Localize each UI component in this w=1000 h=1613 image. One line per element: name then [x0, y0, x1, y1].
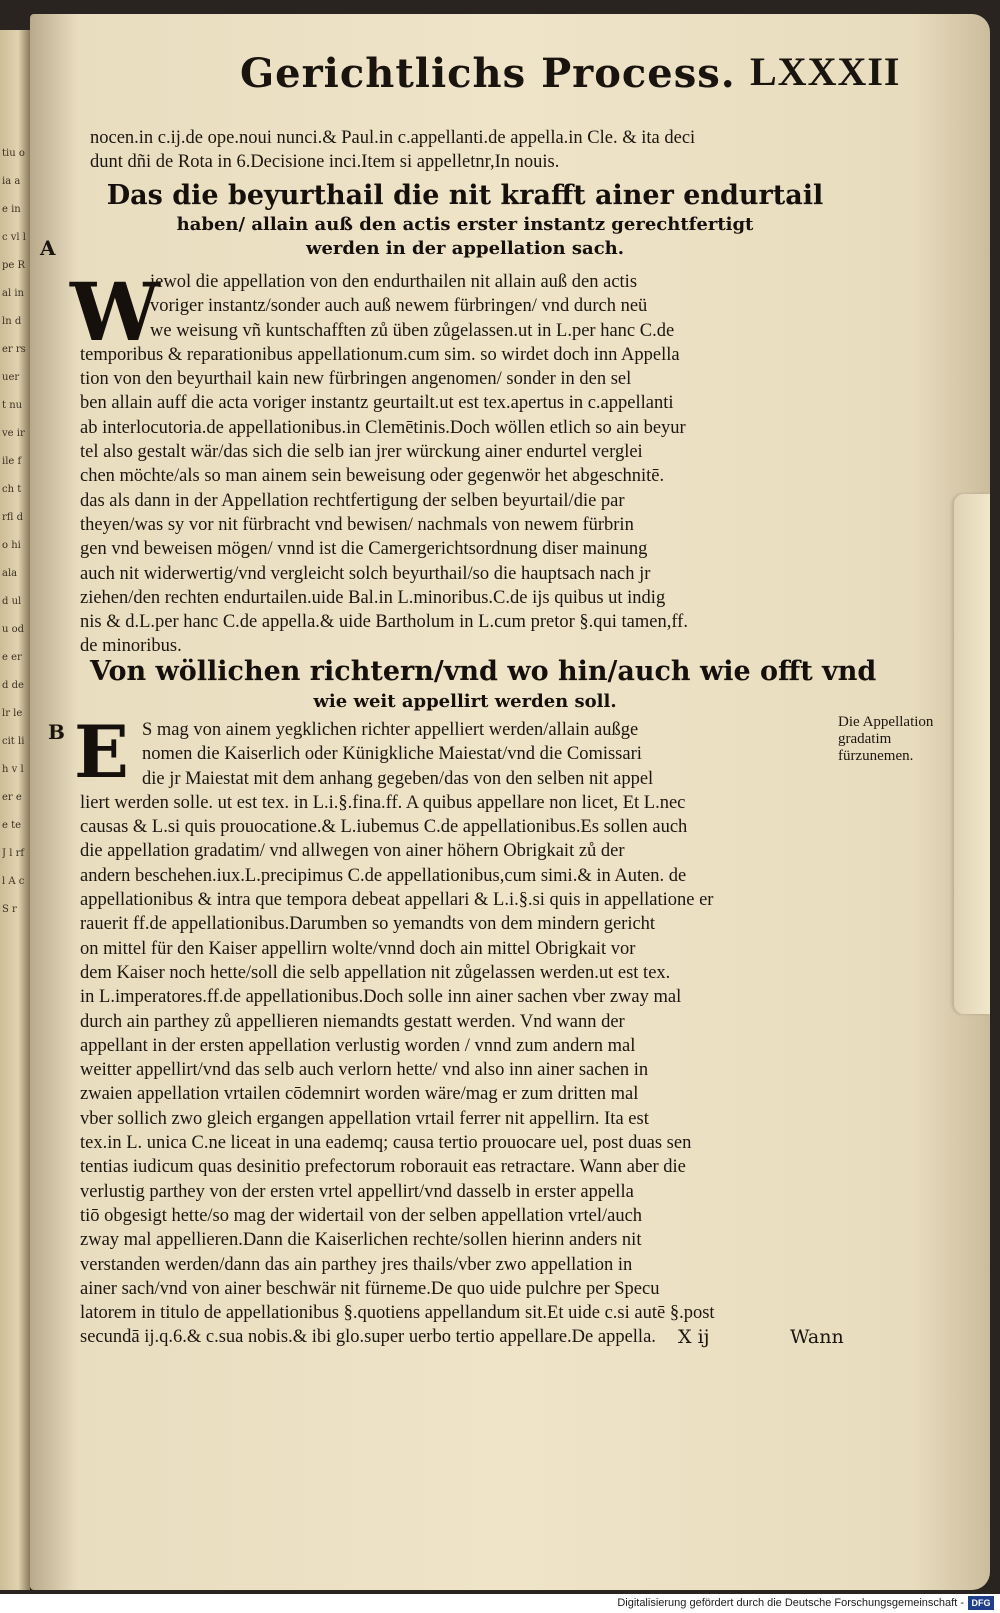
text-line: nocen.in c.ij.de ope.noui nunci.& Paul.in c.appellanti.de appella.in Cle. & ita deci: [90, 128, 696, 148]
text-line: die jr Maiestat mit dem anhang gegeben/das von den selben nit appel: [142, 768, 654, 789]
text-line: ab interlocutoria.de appellationibus.in Clemētinis.Doch wöllen etlich so ain beyur: [80, 417, 686, 438]
text-line: tex.in L. unica C.ne liceat in una eademq; causa tertio prouocare uel, post duas sen: [80, 1133, 692, 1154]
text-line: tentias iudicum quas desinitio prefectorum roborauit eas retractare. Wann aber die: [80, 1157, 686, 1178]
text-line: rauerit ff.de appellationibus.Darumben so yemandts von dem mindern gericht: [80, 914, 656, 935]
text-line: de minoribus.: [80, 636, 182, 657]
text-line: ben allain auff die acta voriger instantz geurtailt.ut est tex.apertus in c.appellanti: [80, 393, 674, 414]
text-line: on mittel für den Kaiser appellirn wolte/vnnd doch ain mittel Obrigkait vor: [80, 938, 636, 959]
catchword: Wann: [790, 1326, 844, 1348]
text-line: andern beschehen.iux.L.precipimus C.de appellationibus,cum simi.& in Auten. de: [80, 865, 687, 886]
text-line: causas & L.si quis prouocatione.& L.iubemus C.de appellationibus.Es sollen auch: [80, 817, 688, 838]
text-line: die appellation gradatim/ vnd allwegen von ainer höhern Obrigkait zů der: [80, 841, 625, 862]
left-page-edge: [0, 30, 30, 1590]
text-line: nis & d.L.per hanc C.de appella.& uide Bartholum in L.cum pretor §.qui tamen,ff.: [80, 612, 688, 633]
book-page: [30, 14, 990, 1590]
text-line: weitter appellirt/vnd das selb auch verlorn hette/ vnd also inn ainer sachen in: [80, 1060, 649, 1081]
top-continuation: [90, 126, 850, 175]
section-a-body: [80, 270, 840, 659]
section-a-heading: [90, 179, 840, 261]
page-fold: [954, 494, 990, 1014]
text-line: chen möchte/als so man ainem sein beweisung oder gegenwör het abgeschnitē.: [80, 466, 665, 487]
heading-line: haben/ allain auß den actis erster instantz gerechtfertigt: [176, 214, 754, 235]
text-line: auch nit widerwertig/vnd vergleicht solch beyurthail/so die hauptsach nach jr: [80, 563, 651, 584]
text-line: we weisung vñ kuntschafften zů üben zůgelassen.ut in L.per hanc C.de: [150, 320, 675, 341]
section-b-heading: [90, 654, 877, 714]
text-line: verlustig parthey von der ersten vrtel appellirt/vnd dasselb in erster appella: [80, 1181, 634, 1202]
text-line: iewol die appellation von den endurthailen nit allain auß den actis: [150, 272, 638, 292]
text-line: zwaien appellation vrtailen cōdemnirt worden wäre/mag er zum dritten mal: [80, 1084, 639, 1105]
text-line: dunt dñi de Rota in 6.Decisione inci.Item si appelletnr,In nouis.: [90, 152, 560, 173]
text-line: dem Kaiser noch hette/soll die selb appellation nit zůgelassen werden.ut est tex.: [80, 962, 671, 983]
dfg-logo: DFG: [968, 1596, 994, 1610]
section-b-body: [80, 718, 830, 1350]
text-line: vber sollich zwo gleich ergangen appellation vrtail ferrer nit appellirn. Ita est: [80, 1108, 649, 1129]
heading-line: wie weit appellirt werden soll.: [313, 691, 617, 712]
folio-number: LXXXII: [750, 49, 901, 94]
text-line: ziehen/den rechten endurtailen.uide Bal.in L.minoribus.C.de ijs quibus ut indig: [80, 587, 666, 608]
section-marker-b: B: [48, 720, 65, 744]
text-line: gen vnd beweisen mögen/ vnnd ist die Camergerichtsordnung diser mainung: [80, 539, 648, 560]
text-line: in L.imperatores.ff.de appellationibus.Doch solle inn ainer sachen vber zway mal: [80, 987, 682, 1008]
text-line: zway mal appellieren.Dann die Kaiserlichen rechte/sollen hierinn anders nit: [80, 1230, 642, 1251]
text-line: ainer sach/vnd von ainer beschwär nit fürneme.De quo uide pulchre per Specu: [80, 1278, 660, 1299]
text-line: latorem in titulo de appellationibus §.quotiens appellandum sit.Et uide c.si autē §.post: [80, 1303, 715, 1324]
text-line: theyen/was sy vor nit fürbracht vnd bewisen/ nachmals von newem fürbrin: [80, 514, 634, 535]
text-line: durch ain parthey zů appellieren niemandts gestatt werden. Vnd wann der: [80, 1011, 625, 1032]
text-line: S mag von ainem yegklichen richter appelliert werden/allain außge: [142, 720, 639, 740]
heading-line: Das die beyurthail die nit krafft ainer endurtail: [106, 180, 824, 211]
left-page-edge-text: tiu oia ae inc vl lpe Ral in ln der rs uer t nu ve ir ile f ch t rfl do hi ala d ul u ode er d de lr le cit li h v ler e e te J l rfl A cS r: [2, 148, 26, 915]
text-line: liert werden solle. ut est tex. in L.i.§.fina.ff. A quibus appellare non licet, Et L.nec: [80, 792, 686, 813]
text-line: tion von den beyurthail kain new fürbringen angenomen/ sonder in den sel: [80, 369, 632, 390]
heading-line: werden in der appellation sach.: [305, 238, 625, 259]
signature-mark: X ij: [678, 1326, 710, 1348]
drop-cap-a: W: [70, 265, 160, 359]
text-line: appellationibus & intra que tempora debeat appellari & L.i.§.si quis in appellatione er: [80, 890, 714, 911]
margin-note: Die Appellation gradatim fürzunemen.: [838, 714, 934, 764]
text-line: verstanden werden/dann das ain parthey jres thails/vber zwo appellation in: [80, 1254, 633, 1275]
heading-line: Von wöllichen richtern/vnd wo hin/auch wie offt vnd: [90, 656, 877, 687]
section-marker-a: A: [40, 236, 56, 260]
dfg-credit-text: Digitalisierung gefördert durch die Deutsche Forschungsgemeinschaft -: [617, 1597, 964, 1609]
text-line: nomen die Kaiserlich oder Künigkliche Maiestat/vnd die Comissari: [142, 744, 642, 765]
text-line: das als dann in der Appellation rechtfertigung der selben beyurtail/die par: [80, 490, 625, 511]
text-line: tiō obgesigt hette/so mag der widertail von der selben appellation vrtel/auch: [80, 1205, 643, 1226]
text-line: temporibus & reparationibus appellationum.cum sim. so wirdet doch inn Appella: [80, 344, 680, 365]
text-line: voriger instantz/sonder auch auß newem fürbringen/ vnd durch neü: [150, 296, 648, 317]
text-line: appellant in der ersten appellation verlustig worden / vnnd zum andern mal: [80, 1035, 636, 1056]
text-line: secundā ij.q.6.& c.sua nobis.& ibi glo.super uerbo tertio appellare.De appella.: [80, 1327, 656, 1348]
drop-cap-b: E: [74, 709, 129, 794]
running-title: Gerichtlichs Process.: [240, 50, 736, 97]
text-line: tel also gestalt wär/das sich die selb ian jrer würckung ainer endurtel verglei: [80, 442, 643, 463]
